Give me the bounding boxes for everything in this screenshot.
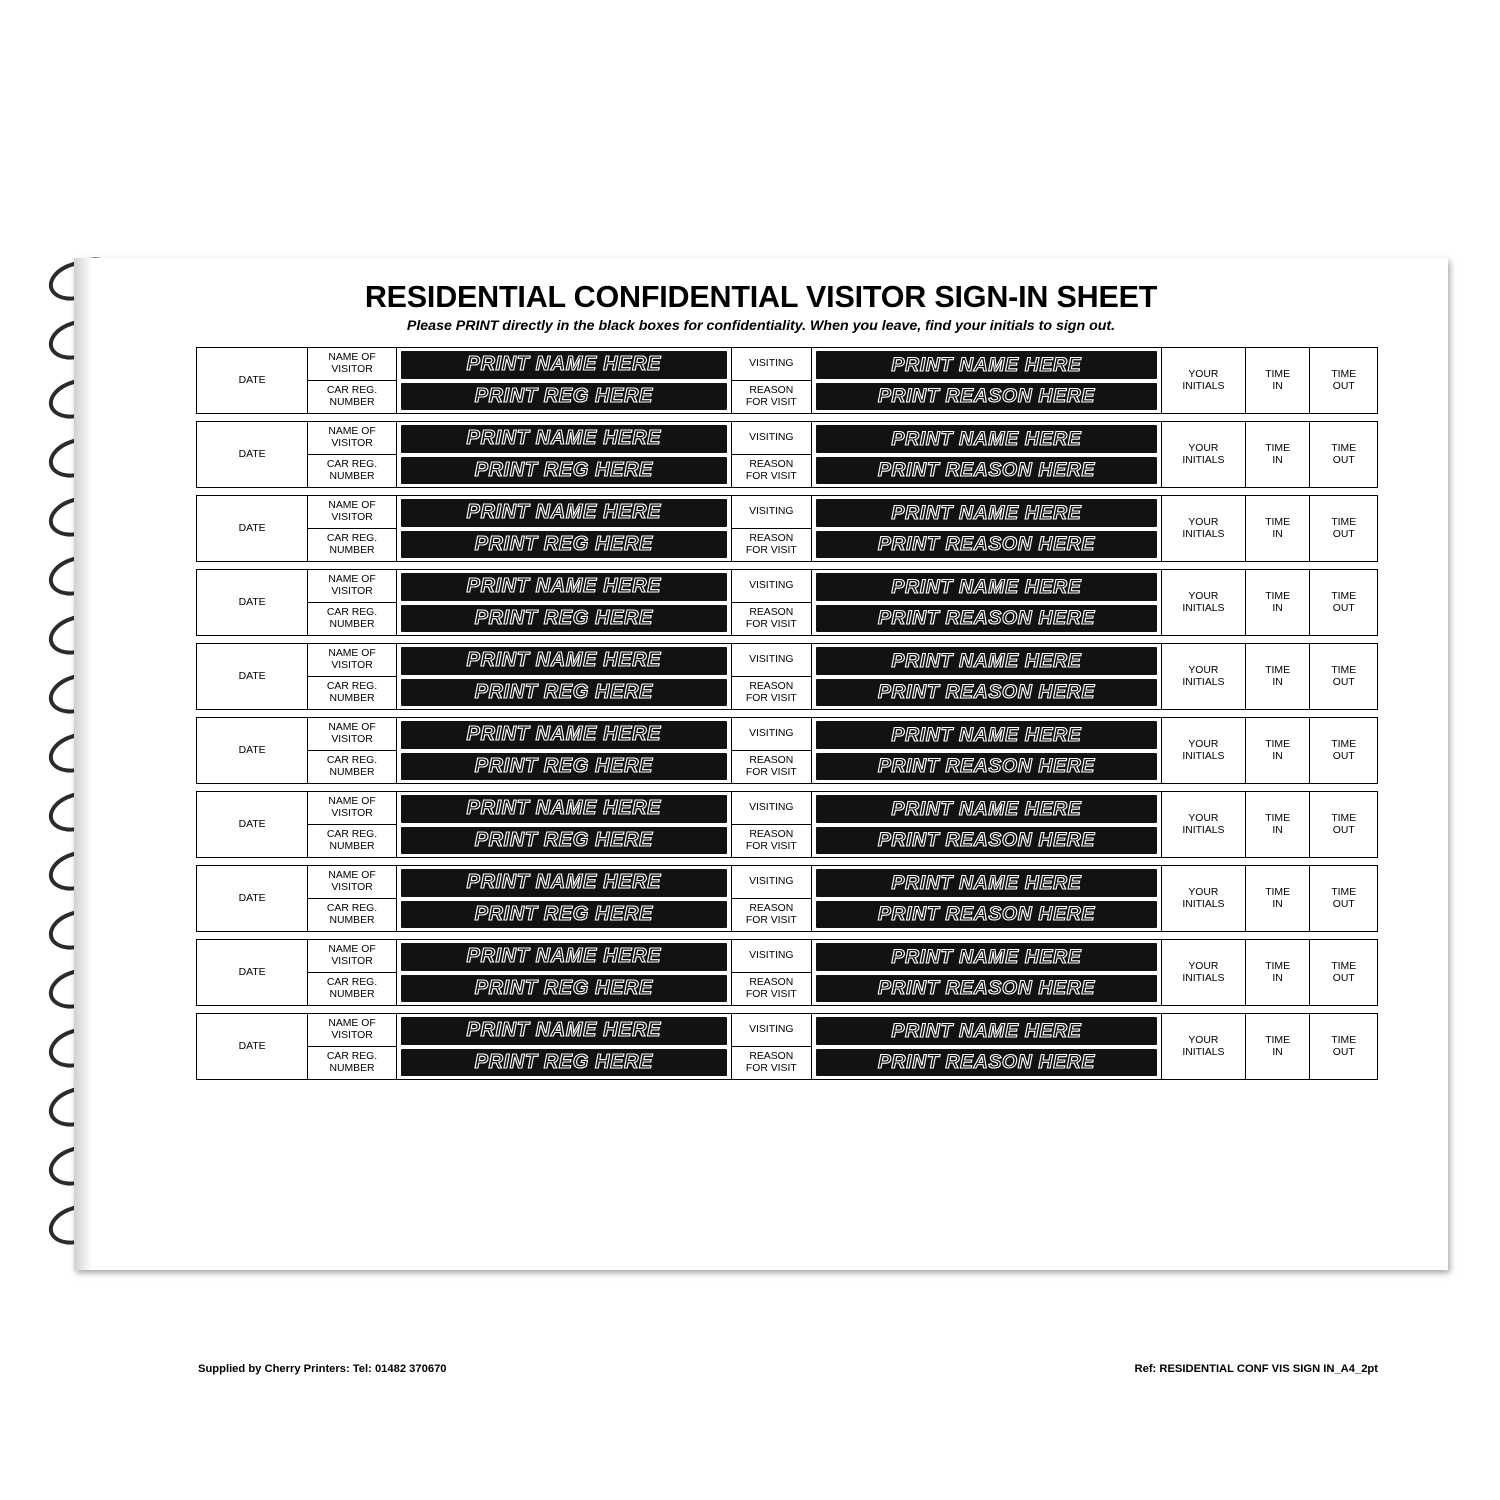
print-reg-box[interactable]: PRINT REG HERE: [401, 605, 727, 633]
table-row: [196, 717, 1378, 784]
print-reason-box[interactable]: PRINT REASON HERE: [816, 1049, 1157, 1077]
spiral-notebook: [48, 258, 1448, 1375]
print-visiting-name-box[interactable]: PRINT NAME HERE: [816, 721, 1157, 749]
row-left-labels: [308, 422, 396, 487]
reason-for-visit-label: REASON FOR VISIT: [745, 607, 797, 630]
date-label: DATE: [238, 522, 266, 534]
date-label: DATE: [238, 596, 266, 608]
reason-for-visit-label: REASON FOR VISIT: [745, 977, 797, 1000]
car-reg-number-label: CAR REG. NUMBER: [326, 755, 378, 778]
your-initials-field[interactable]: [1162, 940, 1246, 1005]
visitor-print-boxes: [397, 644, 732, 709]
visitor-print-boxes: [397, 792, 732, 857]
print-visiting-name-box[interactable]: PRINT NAME HERE: [816, 647, 1157, 675]
time-in-field[interactable]: [1246, 792, 1311, 857]
row-left-labels: [308, 1014, 396, 1079]
row-left-labels: [308, 496, 396, 561]
row-left-labels: [308, 570, 396, 635]
page-title: RESIDENTIAL CONFIDENTIAL VISITOR SIGN-IN SHEET: [364, 280, 1158, 314]
row-left-labels: [308, 866, 396, 931]
your-initials-field[interactable]: [1162, 348, 1246, 413]
reason-for-visit-label: REASON FOR VISIT: [745, 1051, 797, 1074]
car-reg-number-label: CAR REG. NUMBER: [326, 977, 378, 1000]
your-initials-field[interactable]: [1162, 496, 1246, 561]
visitor-print-boxes: [397, 940, 732, 1005]
row-mid-labels: [732, 496, 812, 561]
print-reg-box[interactable]: PRINT REG HERE: [401, 975, 727, 1003]
visit-print-boxes: [812, 422, 1162, 487]
print-name-box[interactable]: PRINT NAME HERE: [401, 647, 727, 675]
time-in-label: TIME IN: [1265, 960, 1291, 984]
date-field[interactable]: [197, 718, 308, 783]
print-visiting-name-box[interactable]: PRINT NAME HERE: [816, 1017, 1157, 1045]
time-out-label: TIME OUT: [1331, 1034, 1357, 1058]
your-initials-field[interactable]: [1162, 718, 1246, 783]
car-reg-number-label: CAR REG. NUMBER: [326, 829, 378, 852]
time-in-label: TIME IN: [1265, 738, 1291, 762]
date-label: DATE: [238, 818, 266, 830]
time-out-label: TIME OUT: [1331, 516, 1357, 540]
reason-for-visit-label: REASON FOR VISIT: [745, 385, 797, 408]
print-reason-box[interactable]: PRINT REASON HERE: [816, 383, 1157, 411]
visit-print-boxes: [812, 940, 1162, 1005]
name-of-visitor-label: NAME OF VISITOR: [308, 1014, 395, 1047]
print-reg-box[interactable]: PRINT REG HERE: [401, 383, 727, 411]
print-name-box[interactable]: PRINT NAME HERE: [401, 869, 727, 897]
row-mid-labels: [732, 718, 812, 783]
reason-for-visit-label: REASON FOR VISIT: [745, 459, 797, 482]
time-in-field[interactable]: [1246, 1014, 1311, 1079]
print-reason-box[interactable]: PRINT REASON HERE: [816, 753, 1157, 781]
date-label: DATE: [238, 670, 266, 682]
time-in-label: TIME IN: [1265, 516, 1291, 540]
your-initials-label: YOUR INITIALS: [1182, 886, 1225, 910]
your-initials-label: YOUR INITIALS: [1182, 812, 1225, 836]
date-label: DATE: [238, 1040, 266, 1052]
footer-supplier: Supplied by Cherry Printers: Tel: 01482 370670: [198, 1363, 447, 1375]
time-in-field[interactable]: [1246, 496, 1311, 561]
row-mid-labels: [732, 570, 812, 635]
time-in-field[interactable]: [1246, 940, 1311, 1005]
reason-for-visit-label: REASON FOR VISIT: [745, 829, 797, 852]
print-reason-box[interactable]: PRINT REASON HERE: [816, 827, 1157, 855]
time-in-field[interactable]: [1246, 422, 1311, 487]
print-reason-box[interactable]: PRINT REASON HERE: [816, 679, 1157, 707]
time-in-field[interactable]: [1246, 570, 1311, 635]
time-out-label: TIME OUT: [1331, 886, 1357, 910]
print-reg-box[interactable]: PRINT REG HERE: [401, 531, 727, 559]
time-out-field[interactable]: [1310, 348, 1377, 413]
your-initials-label: YOUR INITIALS: [1182, 664, 1225, 688]
visit-print-boxes: [812, 718, 1162, 783]
row-left-labels: [308, 644, 396, 709]
print-reason-box[interactable]: PRINT REASON HERE: [816, 605, 1157, 633]
date-label: DATE: [238, 374, 266, 386]
sign-in-sheet-page: [74, 258, 1448, 1375]
date-field[interactable]: [197, 644, 308, 709]
your-initials-field[interactable]: [1162, 644, 1246, 709]
row-mid-labels: [732, 644, 812, 709]
print-visiting-name-box[interactable]: PRINT NAME HERE: [816, 573, 1157, 601]
print-reg-box[interactable]: PRINT REG HERE: [401, 1049, 727, 1077]
print-name-box[interactable]: PRINT NAME HERE: [401, 721, 727, 749]
reason-for-visit-label: REASON FOR VISIT: [745, 533, 797, 556]
visiting-label: VISITING: [732, 422, 811, 455]
print-visiting-name-box[interactable]: PRINT NAME HERE: [816, 425, 1157, 453]
table-row: [196, 569, 1378, 636]
time-out-field[interactable]: [1310, 496, 1377, 561]
print-name-box[interactable]: PRINT NAME HERE: [401, 943, 727, 971]
name-of-visitor-label: NAME OF VISITOR: [308, 644, 395, 677]
print-visiting-name-box[interactable]: PRINT NAME HERE: [816, 795, 1157, 823]
visit-print-boxes: [812, 570, 1162, 635]
print-visiting-name-box[interactable]: PRINT NAME HERE: [816, 943, 1157, 971]
your-initials-label: YOUR INITIALS: [1182, 960, 1225, 984]
visitor-print-boxes: [397, 1014, 732, 1079]
visiting-label: VISITING: [732, 866, 811, 899]
print-name-box[interactable]: PRINT NAME HERE: [401, 795, 727, 823]
time-in-label: TIME IN: [1265, 1034, 1291, 1058]
date-field[interactable]: [197, 348, 308, 413]
your-initials-field[interactable]: [1162, 866, 1246, 931]
visit-print-boxes: [812, 496, 1162, 561]
date-label: DATE: [238, 744, 266, 756]
visit-print-boxes: [812, 866, 1162, 931]
time-in-field[interactable]: [1246, 718, 1311, 783]
time-out-field[interactable]: [1310, 644, 1377, 709]
page-subtitle: Please PRINT directly in the black boxes for confidentiality. When you leave, find your initials to sign out.: [406, 318, 1116, 334]
row-left-labels: [308, 348, 396, 413]
visit-print-boxes: [812, 792, 1162, 857]
time-in-field[interactable]: [1246, 644, 1311, 709]
time-in-label: TIME IN: [1265, 886, 1291, 910]
print-name-box[interactable]: PRINT NAME HERE: [401, 1017, 727, 1045]
row-mid-labels: [732, 866, 812, 931]
name-of-visitor-label: NAME OF VISITOR: [308, 866, 395, 899]
time-out-label: TIME OUT: [1331, 812, 1357, 836]
reason-for-visit-label: REASON FOR VISIT: [745, 903, 797, 926]
table-row: [196, 865, 1378, 932]
time-in-label: TIME IN: [1265, 590, 1291, 614]
visiting-label: VISITING: [732, 496, 811, 529]
car-reg-number-label: CAR REG. NUMBER: [326, 385, 378, 408]
date-field[interactable]: [197, 570, 308, 635]
visitor-print-boxes: [397, 866, 732, 931]
your-initials-label: YOUR INITIALS: [1182, 590, 1225, 614]
name-of-visitor-label: NAME OF VISITOR: [308, 792, 395, 825]
visitor-rows-table: [196, 347, 1378, 1087]
print-reg-box[interactable]: PRINT REG HERE: [401, 827, 727, 855]
car-reg-number-label: CAR REG. NUMBER: [326, 681, 378, 704]
your-initials-label: YOUR INITIALS: [1182, 368, 1225, 392]
car-reg-number-label: CAR REG. NUMBER: [326, 607, 378, 630]
your-initials-field[interactable]: [1162, 1014, 1246, 1079]
time-out-label: TIME OUT: [1331, 442, 1357, 466]
print-name-box[interactable]: PRINT NAME HERE: [401, 425, 727, 453]
time-in-label: TIME IN: [1265, 664, 1291, 688]
print-name-box[interactable]: PRINT NAME HERE: [401, 351, 727, 379]
print-visiting-name-box[interactable]: PRINT NAME HERE: [816, 351, 1157, 379]
visiting-label: VISITING: [732, 792, 811, 825]
print-visiting-name-box[interactable]: PRINT NAME HERE: [816, 499, 1157, 527]
visiting-label: VISITING: [732, 1014, 811, 1047]
your-initials-field[interactable]: [1162, 792, 1246, 857]
print-reason-box[interactable]: PRINT REASON HERE: [816, 457, 1157, 485]
time-in-label: TIME IN: [1265, 812, 1291, 836]
date-field[interactable]: [197, 422, 308, 487]
visiting-label: VISITING: [732, 644, 811, 677]
name-of-visitor-label: NAME OF VISITOR: [308, 496, 395, 529]
date-label: DATE: [238, 892, 266, 904]
visiting-label: VISITING: [732, 570, 811, 603]
table-row: [196, 643, 1378, 710]
your-initials-label: YOUR INITIALS: [1182, 1034, 1225, 1058]
name-of-visitor-label: NAME OF VISITOR: [308, 348, 395, 381]
car-reg-number-label: CAR REG. NUMBER: [326, 1051, 378, 1074]
visitor-print-boxes: [397, 570, 732, 635]
your-initials-field[interactable]: [1162, 422, 1246, 487]
your-initials-field[interactable]: [1162, 570, 1246, 635]
table-row: [196, 939, 1378, 1006]
time-out-field[interactable]: [1310, 570, 1377, 635]
reason-for-visit-label: REASON FOR VISIT: [745, 755, 797, 778]
date-field[interactable]: [197, 1014, 308, 1079]
time-out-field[interactable]: [1310, 866, 1377, 931]
car-reg-number-label: CAR REG. NUMBER: [326, 533, 378, 556]
print-reg-box[interactable]: PRINT REG HERE: [401, 901, 727, 929]
time-out-field[interactable]: [1310, 718, 1377, 783]
time-out-label: TIME OUT: [1331, 368, 1357, 392]
visitor-print-boxes: [397, 348, 732, 413]
footer-reference: Ref: RESIDENTIAL CONF VIS SIGN IN_A4_2pt: [1134, 1363, 1378, 1375]
time-out-label: TIME OUT: [1331, 664, 1357, 688]
print-reg-box[interactable]: PRINT REG HERE: [401, 679, 727, 707]
row-mid-labels: [732, 940, 812, 1005]
visit-print-boxes: [812, 1014, 1162, 1079]
date-field[interactable]: [197, 496, 308, 561]
visitor-print-boxes: [397, 496, 732, 561]
print-name-box[interactable]: PRINT NAME HERE: [401, 573, 727, 601]
table-row: [196, 791, 1378, 858]
print-reg-box[interactable]: PRINT REG HERE: [401, 753, 727, 781]
name-of-visitor-label: NAME OF VISITOR: [308, 940, 395, 973]
your-initials-label: YOUR INITIALS: [1182, 516, 1225, 540]
row-left-labels: [308, 940, 396, 1005]
your-initials-label: YOUR INITIALS: [1182, 442, 1225, 466]
row-mid-labels: [732, 422, 812, 487]
time-out-field[interactable]: [1310, 940, 1377, 1005]
date-field[interactable]: [197, 940, 308, 1005]
table-row: [196, 347, 1378, 414]
time-in-field[interactable]: [1246, 866, 1311, 931]
time-out-field[interactable]: [1310, 1014, 1377, 1079]
print-visiting-name-box[interactable]: PRINT NAME HERE: [816, 869, 1157, 897]
reason-for-visit-label: REASON FOR VISIT: [745, 681, 797, 704]
car-reg-number-label: CAR REG. NUMBER: [326, 459, 378, 482]
visit-print-boxes: [812, 348, 1162, 413]
visiting-label: VISITING: [732, 718, 811, 751]
visit-print-boxes: [812, 644, 1162, 709]
table-row: [196, 1013, 1378, 1080]
car-reg-number-label: CAR REG. NUMBER: [326, 903, 378, 926]
date-field[interactable]: [197, 792, 308, 857]
visiting-label: VISITING: [732, 348, 811, 381]
print-reg-box[interactable]: PRINT REG HERE: [401, 457, 727, 485]
time-out-label: TIME OUT: [1331, 590, 1357, 614]
time-in-field[interactable]: [1246, 348, 1311, 413]
name-of-visitor-label: NAME OF VISITOR: [308, 570, 395, 603]
time-in-label: TIME IN: [1265, 368, 1291, 392]
name-of-visitor-label: NAME OF VISITOR: [308, 718, 395, 751]
row-mid-labels: [732, 348, 812, 413]
table-row: [196, 495, 1378, 562]
row-left-labels: [308, 792, 396, 857]
row-left-labels: [308, 718, 396, 783]
time-in-label: TIME IN: [1265, 442, 1291, 466]
time-out-field[interactable]: [1310, 792, 1377, 857]
print-reason-box[interactable]: PRINT REASON HERE: [816, 531, 1157, 559]
visitor-print-boxes: [397, 718, 732, 783]
row-mid-labels: [732, 1014, 812, 1079]
time-out-label: TIME OUT: [1331, 960, 1357, 984]
print-reason-box[interactable]: PRINT REASON HERE: [816, 901, 1157, 929]
print-reason-box[interactable]: PRINT REASON HERE: [816, 975, 1157, 1003]
row-mid-labels: [732, 792, 812, 857]
date-label: DATE: [238, 448, 266, 460]
your-initials-label: YOUR INITIALS: [1182, 738, 1225, 762]
date-label: DATE: [238, 966, 266, 978]
table-row: [196, 421, 1378, 488]
date-field[interactable]: [197, 866, 308, 931]
name-of-visitor-label: NAME OF VISITOR: [308, 422, 395, 455]
time-out-label: TIME OUT: [1331, 738, 1357, 762]
visiting-label: VISITING: [732, 940, 811, 973]
print-name-box[interactable]: PRINT NAME HERE: [401, 499, 727, 527]
visitor-print-boxes: [397, 422, 732, 487]
time-out-field[interactable]: [1310, 422, 1377, 487]
